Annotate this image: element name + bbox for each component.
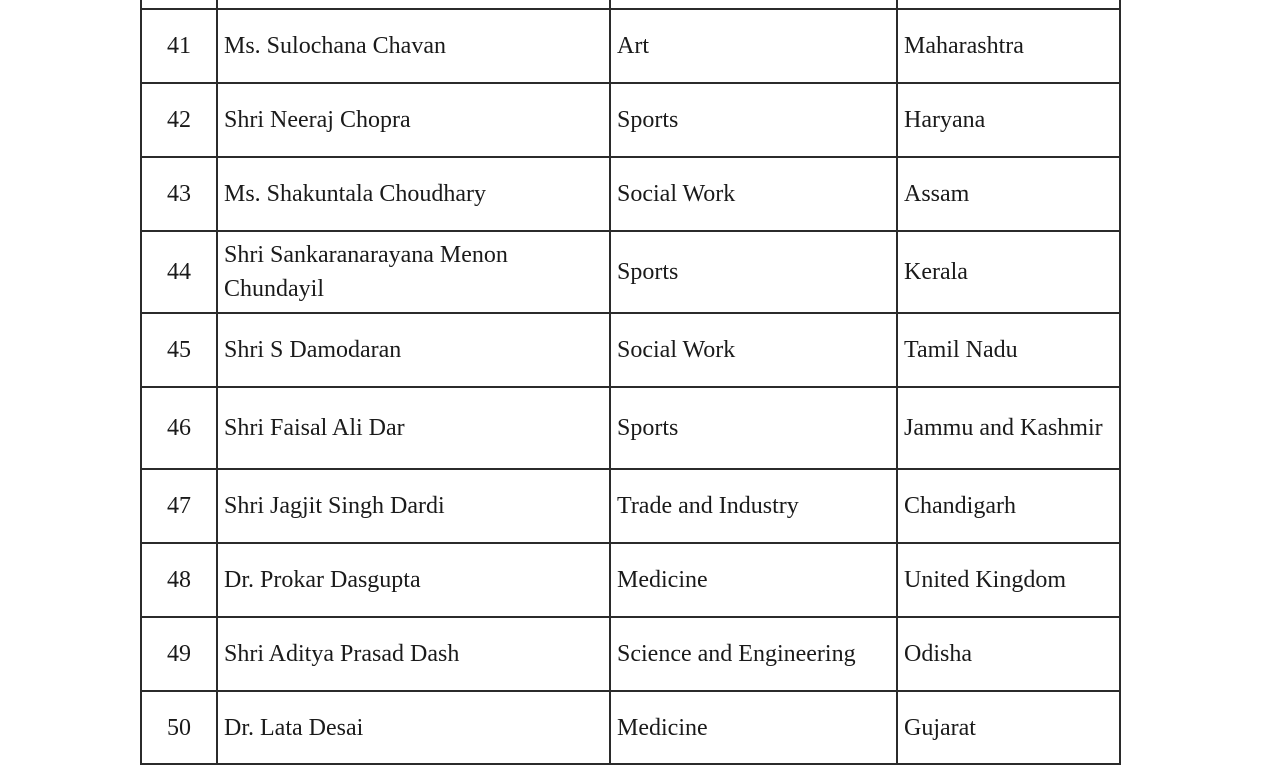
table-row	[141, 617, 1120, 691]
serial-number-cell: 41	[141, 9, 217, 83]
serial-number-cell: 42	[141, 83, 217, 157]
name-cell: Shri Faisal Ali Dar	[217, 387, 610, 469]
state-cell: Kerala	[897, 231, 1120, 313]
serial-number-cell: 50	[141, 691, 217, 764]
table-row	[141, 157, 1120, 231]
table-row	[141, 543, 1120, 617]
table-row	[141, 231, 1120, 313]
field-cell: Art	[610, 9, 897, 83]
cell-empty	[897, 0, 1120, 9]
field-cell: Medicine	[610, 691, 897, 764]
field-cell: Science and Engineering	[610, 617, 897, 691]
serial-number-cell: 48	[141, 543, 217, 617]
field-cell: Sports	[610, 83, 897, 157]
table-row	[141, 313, 1120, 387]
field-cell: Social Work	[610, 157, 897, 231]
cell-empty	[141, 0, 217, 9]
state-cell: Chandigarh	[897, 469, 1120, 543]
serial-number-cell: 44	[141, 231, 217, 313]
name-cell: Shri Sankaranarayana Menon Chundayil	[217, 231, 610, 313]
serial-number-cell: 49	[141, 617, 217, 691]
table-row	[141, 469, 1120, 543]
serial-number-cell: 45	[141, 313, 217, 387]
state-cell: Odisha	[897, 617, 1120, 691]
table-row	[141, 83, 1120, 157]
state-cell: Assam	[897, 157, 1120, 231]
awardees-table	[140, 0, 1121, 765]
field-cell: Social Work	[610, 313, 897, 387]
field-cell: Trade and Industry	[610, 469, 897, 543]
state-cell: Jammu and Kashmir	[897, 387, 1120, 469]
state-cell: Gujarat	[897, 691, 1120, 764]
cell-empty	[610, 0, 897, 9]
state-cell: Tamil Nadu	[897, 313, 1120, 387]
table-row	[141, 9, 1120, 83]
serial-number-cell: 47	[141, 469, 217, 543]
state-cell: United Kingdom	[897, 543, 1120, 617]
name-cell: Shri Aditya Prasad Dash	[217, 617, 610, 691]
table-row-previous	[141, 0, 1120, 9]
table-row	[141, 387, 1120, 469]
state-cell: Maharashtra	[897, 9, 1120, 83]
serial-number-cell: 43	[141, 157, 217, 231]
serial-number-cell: 46	[141, 387, 217, 469]
name-cell: Dr. Prokar Dasgupta	[217, 543, 610, 617]
state-cell: Haryana	[897, 83, 1120, 157]
field-cell: Sports	[610, 231, 897, 313]
name-cell: Ms. Shakuntala Choudhary	[217, 157, 610, 231]
name-cell: Shri S Damodaran	[217, 313, 610, 387]
name-cell: Shri Jagjit Singh Dardi	[217, 469, 610, 543]
name-cell: Shri Neeraj Chopra	[217, 83, 610, 157]
name-cell: Ms. Sulochana Chavan	[217, 9, 610, 83]
table-row	[141, 691, 1120, 764]
field-cell: Medicine	[610, 543, 897, 617]
field-cell: Sports	[610, 387, 897, 469]
cell-empty	[217, 0, 610, 9]
name-cell: Dr. Lata Desai	[217, 691, 610, 764]
